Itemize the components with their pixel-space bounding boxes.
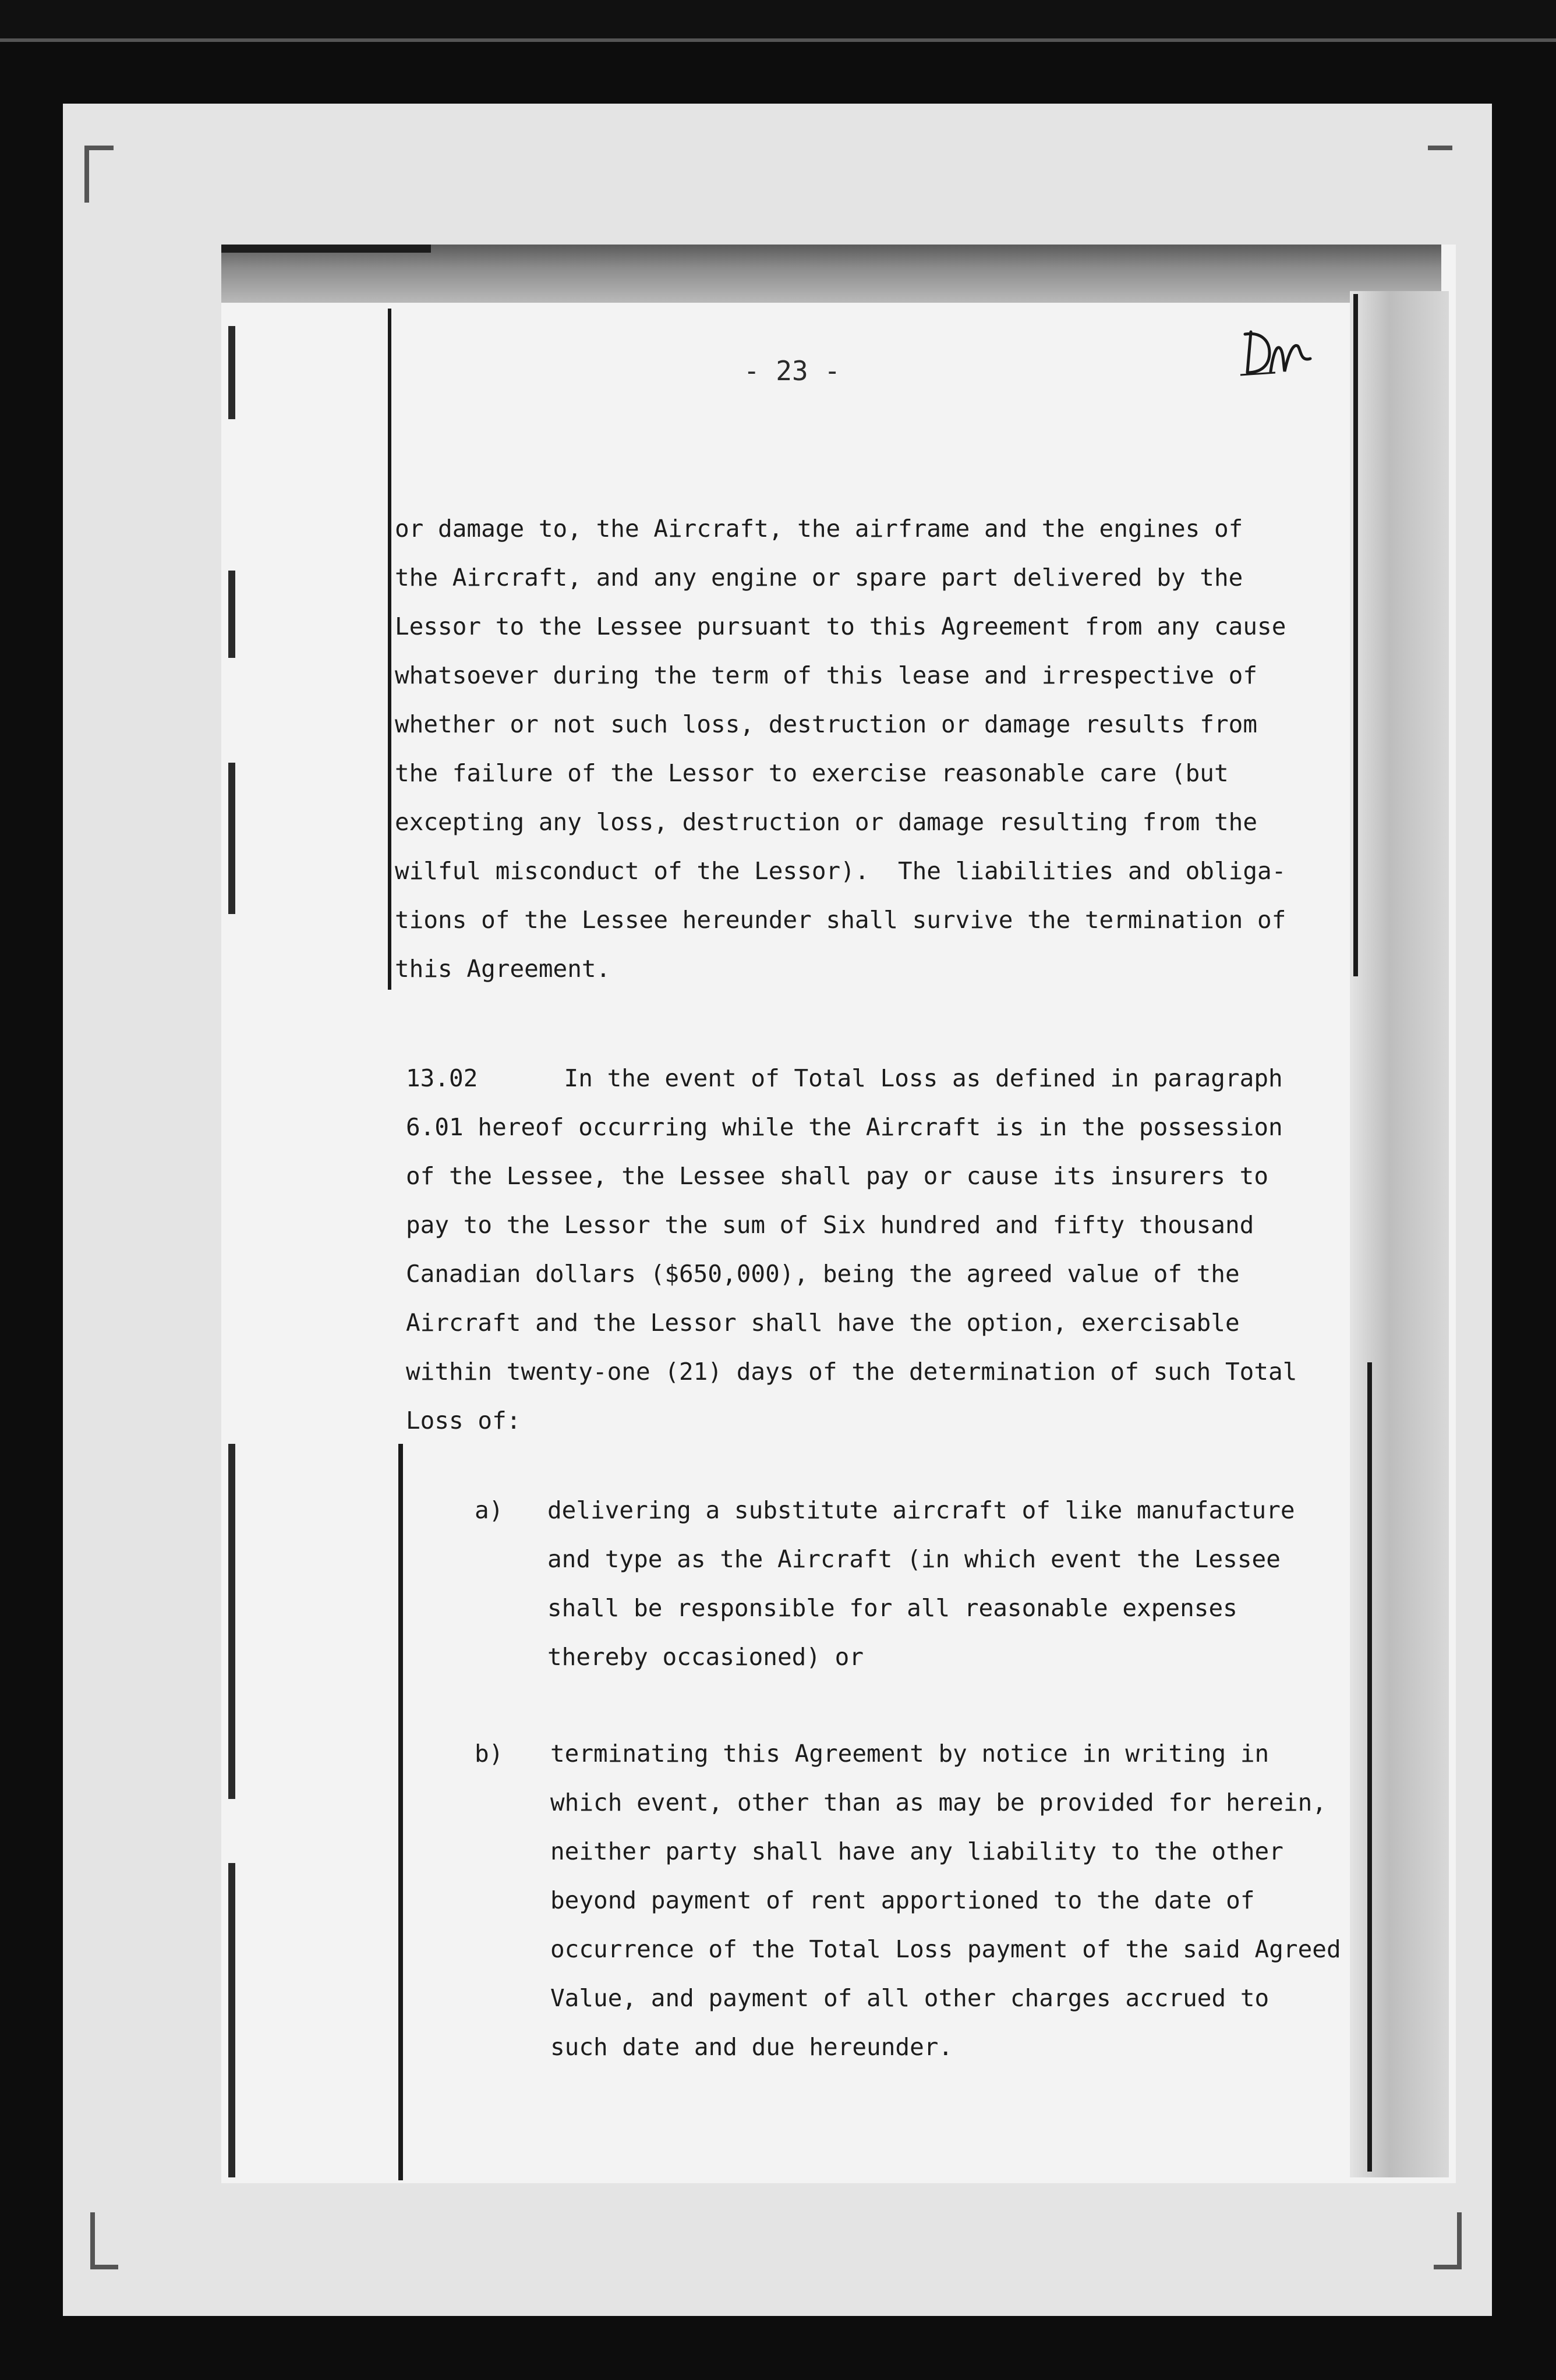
page-top-shadow bbox=[221, 245, 1441, 303]
edge-mark bbox=[228, 1444, 235, 1677]
crop-mark-bottom-left bbox=[90, 2212, 118, 2269]
edge-mark bbox=[228, 1648, 235, 1799]
edge-mark bbox=[228, 326, 235, 419]
section-13-02: 13.02 In the event of Total Loss as defined in paragraph 6.01 hereof occurring while the Aircraft is in the possession of the Lessee, the Lessee shall pay or cause its insurers to pay to the Lessor the sum of Six hundred and fifty thousand Canadian dollars ($650,000), being the agreed value of the Aircraft and the Lessor shall have the option, exercisable within twenty-one (21) days of the determination of such Total Loss of: bbox=[406, 1064, 1297, 1435]
page-right-shadow bbox=[1350, 291, 1449, 2177]
crop-mark-top-right bbox=[1428, 146, 1452, 156]
edge-mark bbox=[228, 1863, 235, 2177]
scanner-top-edge bbox=[0, 0, 1556, 41]
revision-bar-left-bottom bbox=[398, 1444, 403, 2180]
page-number: - 23 - bbox=[743, 355, 841, 387]
item-a-text: delivering a substitute aircraft of like manufacture and type as the Aircraft (in which event the Lessee shall be responsible for all reasonable expenses thereby occasioned) or bbox=[547, 1496, 1295, 1671]
crop-mark-top-left bbox=[84, 146, 114, 203]
edge-mark bbox=[228, 571, 235, 658]
handwritten-initials-signature bbox=[1235, 314, 1328, 384]
item-b-text: terminating this Agreement by notice in writing in which event, other than as may be provided for herein, neither party shall have any liability to the other beyond payment of rent apportioned to the date of occurrence of the Total Loss payment of the said Agreed Value, and payment of all other charges accrued to such date and due hereunder. bbox=[550, 1740, 1341, 2061]
crop-mark-bottom-right bbox=[1434, 2212, 1462, 2269]
revision-bar-right-top bbox=[1353, 294, 1358, 976]
item-a-label: a) bbox=[475, 1496, 504, 1524]
edge-mark bbox=[228, 763, 235, 914]
item-b-label: b) bbox=[475, 1740, 504, 1768]
continued-paragraph: or damage to, the Aircraft, the airframe and the engines of the Aircraft, and any engine or spare part delivered by the Lessor to the Lessee pursuant to this Agreement from any cause whatsoever during the term of this lease and irrespective of whether or not such loss, destruction or damage results from the failure of the Lessor to exercise reasonable care (but excepting any loss, destruction or damage resulting from the wilful misconduct of the Lessor). The liabilities and obliga- tions of the Lessee hereunder shall survive the termination of this Agreement. bbox=[395, 515, 1286, 983]
revision-bar-right-bottom bbox=[1367, 1362, 1372, 2172]
revision-bar-left-top bbox=[388, 309, 391, 990]
